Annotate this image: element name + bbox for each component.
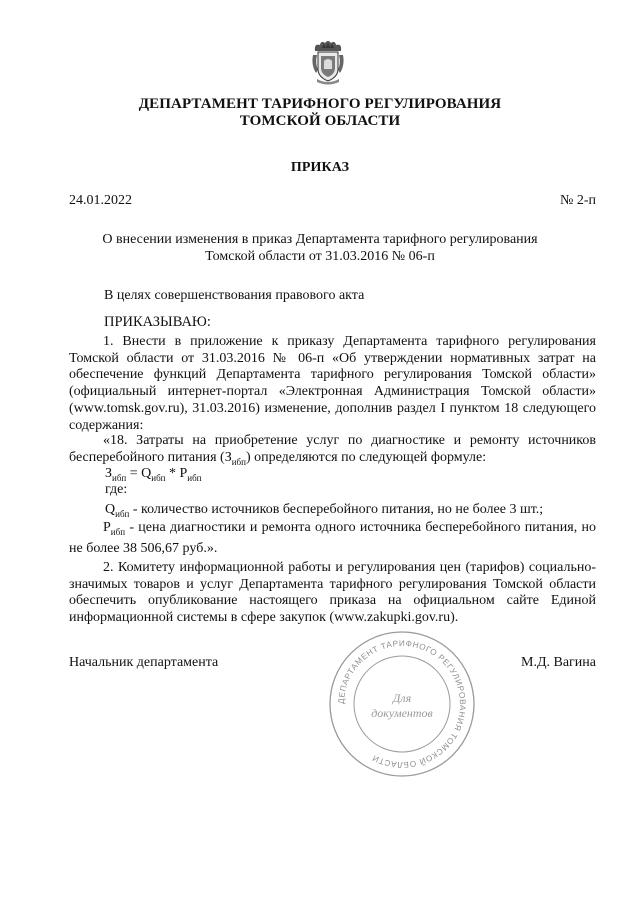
formula-p-subscript: ибп [187, 472, 202, 483]
formula-lhs: З [105, 466, 113, 481]
definition-p [69, 520, 596, 557]
definition-p-symbol: P [103, 520, 111, 535]
signatory-name: М.Д. Вагина [521, 655, 596, 670]
definition-p-subscript: ибп [110, 526, 126, 537]
quote-variable-subscript: ибп [231, 456, 246, 467]
document-date: 24.01.2022 [69, 193, 132, 208]
definition-q-text: - количество источников бесперебойного питания, но не более 3 шт.; [129, 502, 544, 517]
definition-p-text: - цена диагностики и ремонта одного источника бесперебойного питания, но не более 38 506,67 руб.». [69, 520, 596, 556]
formula-q-subscript: ибп [151, 472, 166, 483]
purpose-text: В целях совершенствования правового акта [104, 288, 365, 303]
where-label: где: [105, 482, 128, 497]
formula-q: Q [141, 466, 152, 481]
coat-of-arms-emblem [311, 39, 345, 85]
paragraph-item-1: 1. Внести в приложение к приказу Департамента тарифного регулирования Томской области от 31.03.2016 № 06-п «Об утверждении нормативных затрат на обеспечение функций Департамента тарифного регулирования Томской области» (официальный интернет-портал «Электронная Администрация Томской области» (www.tomsk.gov.ru), 31.03.2016) изменение, дополнив раздел I пунктом 18 следующего содержания: [69, 334, 596, 433]
cost-formula [105, 466, 202, 483]
document-type-title: ПРИКАЗ [290, 160, 350, 175]
quote-start: «18. Затраты на приобретение услуг по диагностике и ремонту источников бесперебойного питания ( [69, 433, 596, 465]
formula-multiply: * [165, 466, 180, 481]
paragraph-item-2: 2. Комитету информационной работы и регулирования цен (тарифов) социально-значимых товаров и услуг Департамента тарифного регулирования Томской области обеспечить опубликование настоящего приказа на официальном сайте Единой информационной системы в сфере закупок (www.zakupki.gov.ru). [69, 560, 596, 626]
subject-line1: О внесении изменения в приказ Департамента тарифного регулирования [102, 232, 538, 247]
paragraph-item-18-quote [69, 433, 596, 470]
formula-equals: = [126, 466, 142, 481]
quote-end: ) определяются по следующей формуле: [245, 449, 487, 465]
signatory-position: Начальник департамента [69, 655, 219, 670]
official-stamp [327, 629, 477, 779]
definition-q-subscript: ибп [115, 508, 130, 519]
subject-line2: Томской области от 31.03.2016 № 06-п [205, 249, 435, 264]
formula-p: P [179, 466, 188, 481]
order-word: ПРИКАЗЫВАЮ: [104, 314, 211, 330]
formula-lhs-subscript: ибп [112, 472, 127, 483]
document-number: № 2-п [559, 193, 596, 208]
definition-q-symbol: Q [105, 502, 116, 517]
organization-name-line2: ТОМСКОЙ ОБЛАСТИ [239, 113, 401, 129]
definition-q [105, 502, 543, 519]
stamp-ring-text: ДЕПАРТАМЕНТ ТАРИФНОГО РЕГУЛИРОВАНИЯ ТОМСКОЙ ОБЛАСТИ [336, 638, 468, 770]
stamp-center-line1: Для [392, 691, 412, 705]
organization-name-line1: ДЕПАРТАМЕНТ ТАРИФНОГО РЕГУЛИРОВАНИЯ [138, 96, 502, 112]
stamp-center-line2: документов [371, 706, 433, 720]
quote-variable: З [224, 449, 232, 465]
